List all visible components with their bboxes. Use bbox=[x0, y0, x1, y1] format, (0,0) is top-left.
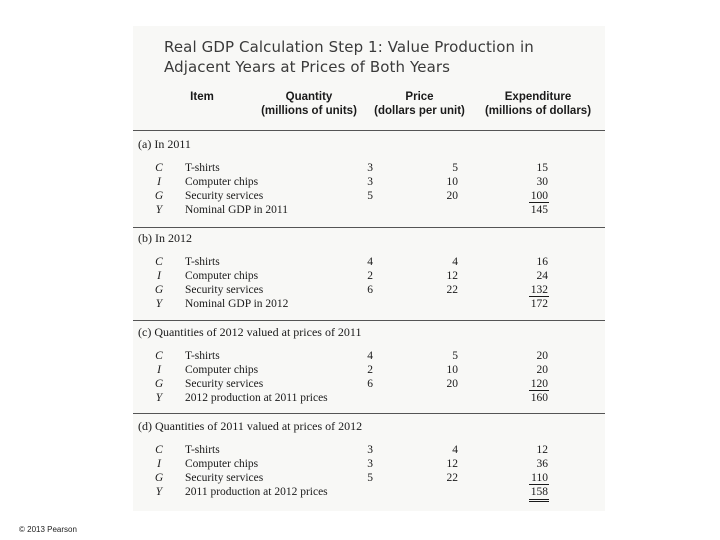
table-section bbox=[133, 325, 605, 415]
cell-expenditure: 36 bbox=[536, 458, 548, 470]
cell-quantity: 2 bbox=[367, 270, 373, 282]
cell-item: Nominal GDP in 2012 bbox=[185, 298, 289, 310]
cell-price: 20 bbox=[446, 378, 458, 390]
cell-item: T-shirts bbox=[185, 256, 220, 268]
cell-expenditure: 100 bbox=[530, 190, 548, 202]
table-row bbox=[133, 443, 605, 457]
cell-quantity: 5 bbox=[367, 190, 373, 202]
cell-expenditure: 145 bbox=[530, 204, 548, 216]
cell-price: 12 bbox=[446, 270, 458, 282]
cell-expenditure: 160 bbox=[530, 392, 548, 404]
cell-expenditure: 132 bbox=[530, 284, 548, 296]
copyright-notice: © 2013 Pearson bbox=[19, 525, 77, 534]
cell-price: 4 bbox=[452, 256, 458, 268]
table-row bbox=[133, 255, 605, 269]
total-rule bbox=[529, 484, 549, 485]
table-row bbox=[133, 471, 605, 485]
cell-item: Security services bbox=[185, 378, 264, 390]
cell-price: 22 bbox=[446, 284, 458, 296]
cell-item: Nominal GDP in 2011 bbox=[185, 204, 288, 216]
cell-price: 10 bbox=[446, 176, 458, 188]
table-row bbox=[133, 269, 605, 283]
table-row bbox=[133, 175, 605, 189]
header-quantity-unit: (millions of units) bbox=[261, 105, 357, 117]
header-expenditure-label: Expenditure bbox=[504, 91, 572, 103]
section-title: (a) In 2011 bbox=[138, 137, 191, 151]
table-row bbox=[133, 189, 605, 203]
total-rule bbox=[529, 390, 549, 391]
table-section bbox=[133, 137, 605, 227]
cell-quantity: 2 bbox=[367, 364, 373, 376]
cell-letter: C bbox=[155, 162, 163, 174]
cell-price: 12 bbox=[446, 458, 458, 470]
header-item: Item bbox=[190, 91, 214, 103]
cell-quantity: 3 bbox=[367, 162, 373, 174]
cell-price: 4 bbox=[452, 444, 458, 456]
cell-expenditure: 172 bbox=[530, 298, 548, 310]
cell-expenditure: 16 bbox=[536, 256, 548, 268]
section-title: (c) Quantities of 2012 valued at prices of 2011 bbox=[138, 325, 362, 339]
cell-item: Security services bbox=[185, 284, 264, 296]
cell-item: Computer chips bbox=[185, 270, 259, 282]
cell-quantity: 3 bbox=[367, 444, 373, 456]
cell-letter: G bbox=[154, 472, 164, 484]
cell-expenditure: 158 bbox=[530, 486, 548, 498]
cell-letter: C bbox=[155, 444, 163, 456]
cell-item: 2012 production at 2011 prices bbox=[185, 392, 328, 404]
title-line-1: Real GDP Calculation Step 1: Value Production in bbox=[164, 38, 534, 56]
header-quantity-label: Quantity bbox=[285, 91, 333, 103]
header-price-label: Price bbox=[405, 91, 434, 103]
cell-expenditure: 20 bbox=[536, 364, 548, 376]
cell-price: 20 bbox=[446, 190, 458, 202]
cell-letter: Y bbox=[155, 392, 163, 404]
total-double-rule bbox=[529, 501, 549, 502]
cell-item: Computer chips bbox=[185, 176, 259, 188]
cell-letter: G bbox=[154, 284, 164, 296]
cell-letter: I bbox=[157, 458, 161, 470]
cell-letter: I bbox=[157, 176, 161, 188]
table-title bbox=[164, 37, 584, 77]
section-title: (d) Quantities of 2011 valued at prices of 2012 bbox=[138, 419, 363, 433]
title-line-2: Adjacent Years at Prices of Both Years bbox=[164, 58, 451, 76]
table-row bbox=[133, 161, 605, 175]
header-price bbox=[368, 90, 471, 118]
cell-item: Security services bbox=[185, 190, 264, 202]
header-price-unit: (dollars per unit) bbox=[374, 105, 465, 117]
cell-letter: I bbox=[157, 364, 161, 376]
cell-price: 5 bbox=[452, 162, 458, 174]
cell-letter: I bbox=[157, 270, 161, 282]
section-title: (b) In 2012 bbox=[138, 231, 192, 245]
cell-price: 10 bbox=[446, 364, 458, 376]
table-section bbox=[133, 419, 605, 509]
cell-letter: Y bbox=[155, 298, 163, 310]
table-row bbox=[133, 363, 605, 377]
table-row bbox=[133, 283, 605, 297]
cell-expenditure: 15 bbox=[536, 162, 548, 174]
table-row bbox=[133, 457, 605, 471]
table-row bbox=[133, 349, 605, 363]
header-expenditure-unit: (millions of dollars) bbox=[484, 105, 592, 117]
total-rule bbox=[529, 296, 549, 297]
cell-letter: G bbox=[154, 378, 164, 390]
cell-expenditure: 12 bbox=[536, 444, 548, 456]
cell-letter: G bbox=[154, 190, 164, 202]
table-section bbox=[133, 231, 605, 321]
table-row bbox=[133, 297, 605, 311]
cell-item: Computer chips bbox=[185, 364, 259, 376]
cell-quantity: 4 bbox=[367, 256, 373, 268]
cell-item: Security services bbox=[185, 472, 264, 484]
cell-item: 2011 production at 2012 prices bbox=[185, 486, 328, 498]
cell-quantity: 3 bbox=[367, 458, 373, 470]
header-expenditure bbox=[479, 90, 597, 118]
rule-header bbox=[133, 130, 605, 131]
cell-quantity: 6 bbox=[367, 284, 373, 296]
cell-item: T-shirts bbox=[185, 444, 220, 456]
cell-item: T-shirts bbox=[185, 350, 220, 362]
cell-quantity: 5 bbox=[367, 472, 373, 484]
cell-quantity: 6 bbox=[367, 378, 373, 390]
cell-item: T-shirts bbox=[185, 162, 220, 174]
cell-quantity: 3 bbox=[367, 176, 373, 188]
cell-price: 22 bbox=[446, 472, 458, 484]
total-double-rule bbox=[529, 499, 549, 500]
cell-expenditure: 110 bbox=[531, 472, 548, 484]
table-row bbox=[133, 377, 605, 391]
total-rule bbox=[529, 202, 549, 203]
cell-expenditure: 120 bbox=[530, 378, 548, 390]
cell-expenditure: 24 bbox=[536, 270, 548, 282]
table-row bbox=[133, 203, 605, 217]
cell-item: Computer chips bbox=[185, 458, 259, 470]
table-row bbox=[133, 485, 605, 499]
rule-a bbox=[133, 227, 605, 228]
header-quantity bbox=[254, 90, 364, 118]
cell-letter: C bbox=[155, 350, 163, 362]
cell-expenditure: 30 bbox=[536, 176, 548, 188]
cell-letter: Y bbox=[155, 486, 163, 498]
cell-quantity: 4 bbox=[367, 350, 373, 362]
table-row bbox=[133, 391, 605, 405]
cell-price: 5 bbox=[452, 350, 458, 362]
cell-expenditure: 20 bbox=[536, 350, 548, 362]
cell-letter: Y bbox=[155, 204, 163, 216]
cell-letter: C bbox=[155, 256, 163, 268]
